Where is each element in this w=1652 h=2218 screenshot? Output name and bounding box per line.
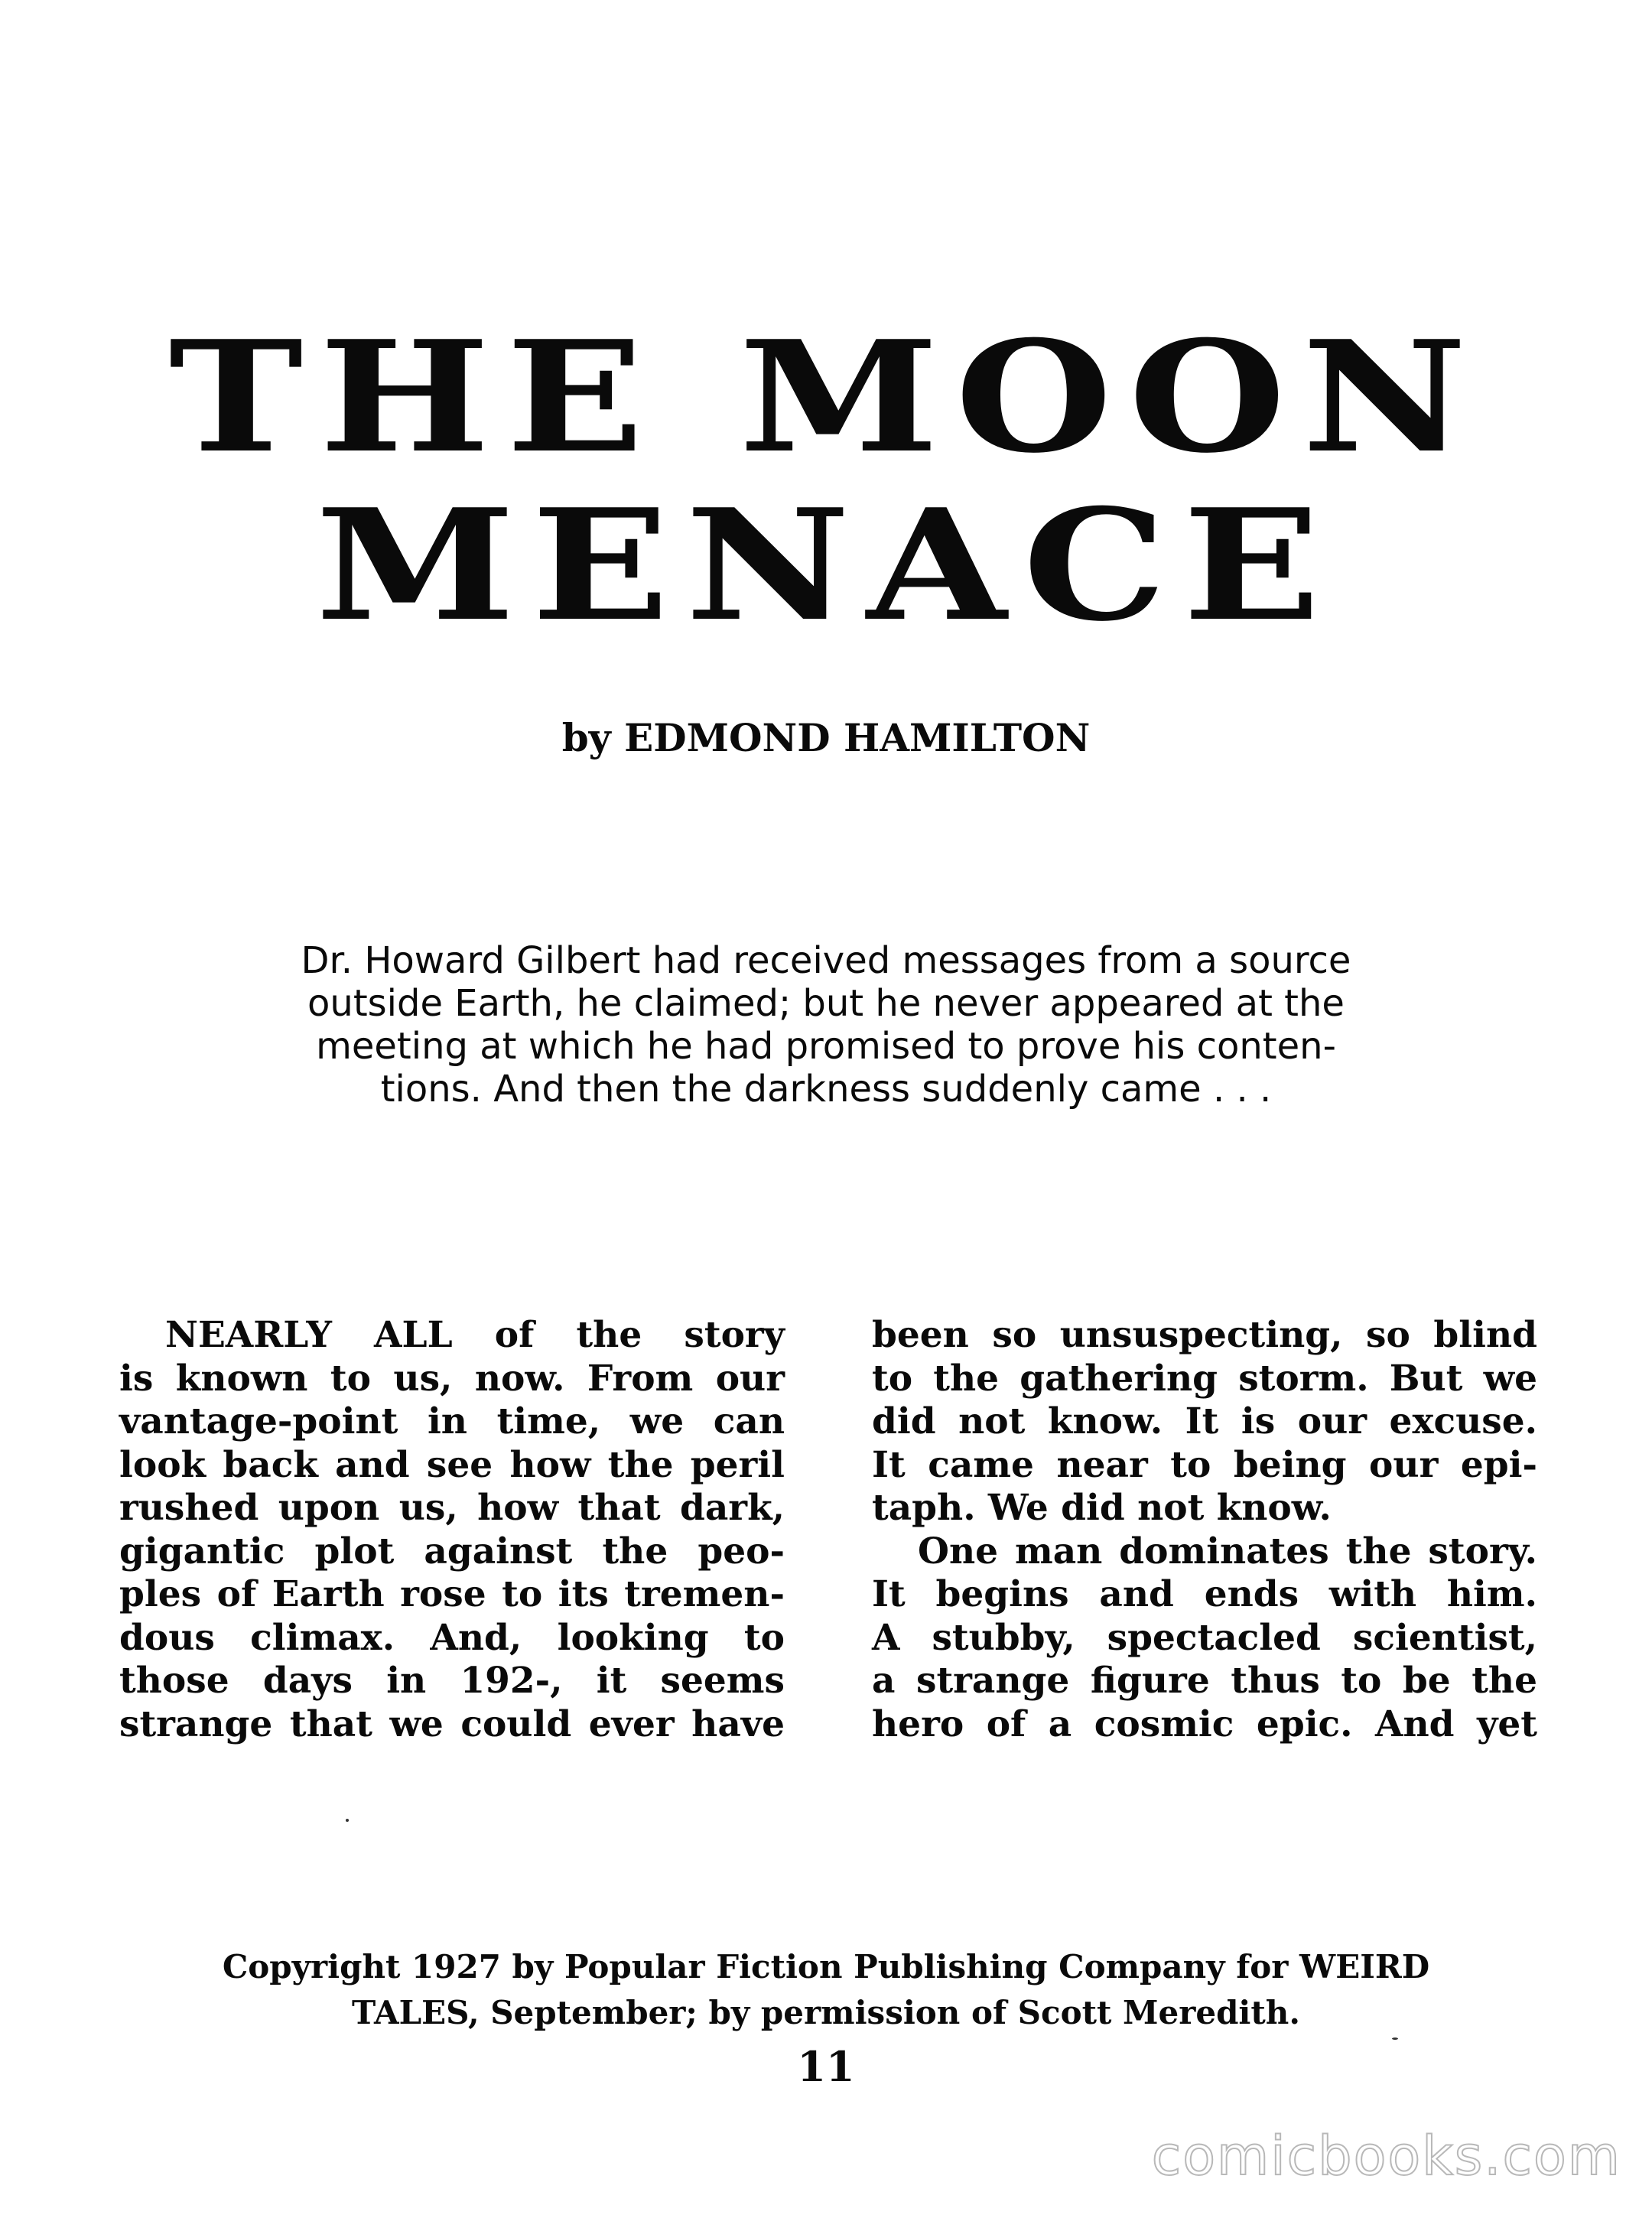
- author-byline: by EDMOND HAMILTON: [561, 715, 1091, 760]
- body-line: vantage-point in time, we can: [119, 1400, 785, 1442]
- body-line: It came near to being our epi-: [872, 1443, 1537, 1486]
- body-line: A stubby, spectacled scientist,: [872, 1616, 1537, 1659]
- body-line: taph. We did not know.: [872, 1487, 1332, 1529]
- site-watermark: comicbooks.com: [1151, 2125, 1621, 2187]
- copyright-line: Copyright 1927 by Popular Fiction Publishing Company for WEIRD: [222, 1948, 1430, 1985]
- copyright-notice: [0, 1944, 1652, 2036]
- body-line: NEARLY ALL of the story: [165, 1314, 785, 1356]
- blurb-line: meeting at which he had promised to prove his conten-: [316, 1025, 1336, 1068]
- body-column-left: [119, 1314, 785, 1746]
- body-line: dous climax. And, looking to: [119, 1616, 785, 1659]
- body-line: is known to us, now. From our: [119, 1357, 785, 1400]
- body-line: did not know. It is our excuse.: [872, 1400, 1537, 1442]
- print-speck: [1392, 2038, 1398, 2040]
- copyright-line: TALES, September; by permission of Scott Meredith.: [352, 1994, 1300, 2031]
- body-line: One man dominates the story.: [918, 1530, 1537, 1572]
- story-title-line-2: MENACE: [315, 476, 1337, 655]
- blurb-line: tions. And then the darkness suddenly came . . .: [380, 1068, 1272, 1111]
- body-line: strange that we could ever have: [119, 1703, 785, 1745]
- body-line: gigantic plot against the peo-: [119, 1530, 785, 1572]
- body-line: those days in 192-, it seems: [119, 1660, 785, 1702]
- body-line: rushed upon us, how that dark,: [119, 1487, 785, 1529]
- blurb-line: Dr. Howard Gilbert had received messages from a source: [301, 939, 1351, 982]
- body-line: It begins and ends with him.: [872, 1573, 1537, 1615]
- story-blurb: [199, 939, 1453, 1111]
- body-line: look back and see how the peril: [119, 1443, 785, 1486]
- body-line: a strange figure thus to be the: [872, 1660, 1537, 1702]
- story-title-line-1: THE MOON: [168, 307, 1484, 487]
- body-column-right: [872, 1314, 1537, 1746]
- print-speck: [346, 1819, 349, 1822]
- blurb-line: outside Earth, he claimed; but he never appeared at the: [307, 982, 1345, 1025]
- page-number: 11: [797, 2042, 855, 2091]
- body-line: ples of Earth rose to its tremen-: [119, 1573, 785, 1615]
- body-line: been so unsuspecting, so blind: [872, 1314, 1537, 1356]
- body-line: to the gathering storm. But we: [872, 1357, 1537, 1400]
- body-line: hero of a cosmic epic. And yet: [872, 1703, 1537, 1745]
